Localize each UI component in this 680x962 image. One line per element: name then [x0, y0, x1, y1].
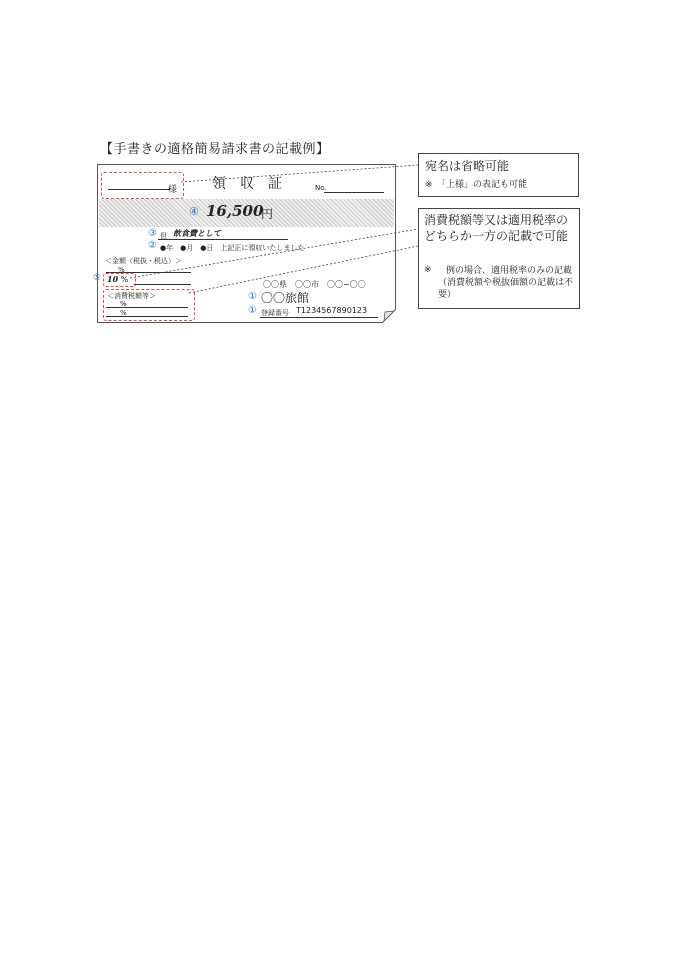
tax-note-text: 例の場合、適用税率のみの記載（消費税額や税抜価額の記載は不要） [438, 266, 574, 300]
addressee-suffix: 様 [168, 185, 178, 195]
addressee-note-heading: 宛名は省略可能 [425, 159, 510, 173]
issuer-name: 〇〇旅館 [261, 291, 310, 305]
amount-marker: ④ [189, 205, 199, 218]
issuer-address: 〇〇県 〇〇市 〇〇−〇〇 [263, 280, 366, 289]
tax-note-mark: ※ [424, 265, 432, 275]
purpose-text: 飲食費として [173, 228, 221, 238]
tax-note-callout [418, 208, 580, 309]
issuer-marker: ① [248, 291, 257, 302]
amount-percent-blank: % [118, 266, 125, 274]
date-text: ●年 ●月 ●日 上記正に領収いたしました [160, 244, 305, 252]
page-title: 【手書きの適格簡易請求書の記載例】 [100, 142, 330, 157]
purpose-prefix: 但 [160, 232, 167, 240]
registration-marker: ① [248, 305, 257, 316]
tax-amount-percent-blank: % [120, 300, 127, 308]
purpose-marker: ③ [148, 228, 157, 239]
receipt-heading: 領 収 証 [212, 176, 282, 192]
tax-note-heading: 消費税額等又は適用税率のどちらか一方の記載で可能 [424, 213, 569, 243]
amount-unit: 円 [261, 207, 274, 221]
tax-amount-percent-blank-2: % [120, 309, 127, 317]
addressee-note-callout [418, 153, 579, 197]
amount-section-label: ＜金額（税抜・税込）＞ [105, 257, 182, 265]
receipt-number-label: No. [315, 184, 327, 192]
tax-rate-number: 10 [107, 274, 119, 284]
tax-rate-percent: % [120, 275, 129, 284]
tax-amount-label: ＜消費税額等＞ [107, 292, 156, 300]
registration-label: 登録番号 [261, 309, 289, 317]
tax-rate-marker: ⑤ [93, 273, 102, 283]
addressee-note-text: ※ 「上様」の表記も可能 [425, 180, 528, 190]
date-marker: ② [148, 240, 157, 251]
registration-number: T1234567890123 [296, 306, 368, 315]
leader-lines [0, 0, 680, 400]
amount-value: 16,500 [206, 202, 264, 220]
